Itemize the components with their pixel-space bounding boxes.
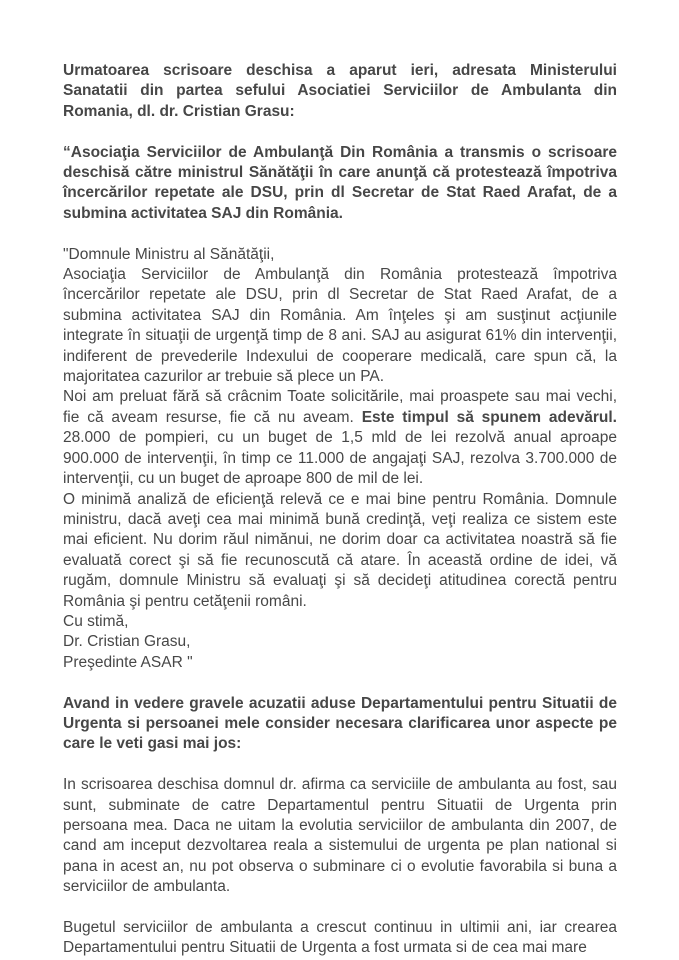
paragraph-clarification-intro [63,694,617,755]
text-run: Dr. Cristian Grasu, [63,633,191,651]
open-letter-document [63,61,617,959]
paragraph-clarification-point-2 [63,918,617,959]
text-run: Preşedinte ASAR " [63,653,193,671]
text-run: Avand in vedere gravele acuzatii aduse Departamentului pentru Situatii de Urgenta si persoanei mele consider necesara clarificarea unor aspecte pe care le veti gasi mai jos: [63,694,617,753]
paragraph-letter-lead [63,143,617,225]
paragraph-clarification-point-1 [63,775,617,897]
text-run: Asociaţia Serviciilor de Ambulanţă din România protestează împotriva încercărilor repetate ale DSU, prin dl Secretar de Stat Raed Arafat, de a submina activitatea SAJ din România. Am înţeles şi am susţinut acţiunile integrate în situaţii de urgenţă timp de 8 ani. SAJ au asigurat 61% din intervenţii, indiferent de prevederile Indexului de cooperare medicală, care spun că, la majoritatea cazurilor ar trebuie să plece un PA. [63,266,617,386]
text-run: Urmatoarea scrisoare deschisa a aparut ieri, adresata Ministerului Sanatatii din partea sefului Asociatiei Serviciilor de Ambulanta din Romania, dl. dr. Cristian Grasu: [63,62,617,120]
paragraph-letter-body [63,245,617,674]
text-run: Este timpul să spunem adevărul. [361,408,617,426]
text-run: "Domnule Ministru al Sănătăţii, [63,245,275,263]
paragraph-intro [63,61,617,122]
text-run: Noi am preluat fără să crâcnim Toate solicitările, mai proaspete sau mai vechi, fie că aveam resurse, fie că nu aveam. [63,388,617,426]
text-run: In scrisoarea deschisa domnul dr. afirma ca serviciile de ambulanta au fost, sau sunt, subminate de catre Departamentul pentru Situatii de Urgenta prin persoana mea. Daca ne uitam la evolutia serviciilor de ambulanta din 2007, de cand am inceput dezvoltarea reala a sistemului de urgenta pe plan national si pana in acest an, nu pot observa o subminare ci o evolutie favorabila si buna a serviciilor de ambulanta. [63,776,617,896]
text-run: 28.000 de pompieri, cu un buget de 1,5 mld de lei rezolvă anual aproape 900.000 de intervenţii, în timp ce 11.000 de angajaţi SAJ, rezolva 3.700.000 de intervenţii, cu un buget de aproape 800 de mil de lei. [63,429,617,488]
text-run: O minimă analiză de eficienţă relevă ce e mai bine pentru România. Domnule ministru, dacă aveţi cea mai minimă bună credinţă, veţi realiza ce sistem este mai eficient. Nu dorim răul nimănui, ne dorim doar ca activitatea noastră să fie evaluată corect şi să fie recunoscută că atare. În această ordine de idei, vă rugăm, domnule Ministru să evaluaţi şi să decideţi atitudinea corectă pentru România şi pentru cetăţenii români. [63,490,617,610]
text-run: Cu stimă, [63,612,129,630]
text-run: Bugetul serviciilor de ambulanta a crescut continuu in ultimii ani, iar crearea Departamentului pentru Situatii de Urgenta a fost urmata si de cea mai mare [63,918,617,957]
text-run: “Asociaţia Serviciilor de Ambulanţă Din România a transmis o scrisoare deschisă către ministrul Sănătăţii în care anunţă că protestează împotriva încercărilor repetate ale DSU, prin dl Secretar de Stat Raed Arafat, de a submina activitatea SAJ din România. [63,143,617,222]
